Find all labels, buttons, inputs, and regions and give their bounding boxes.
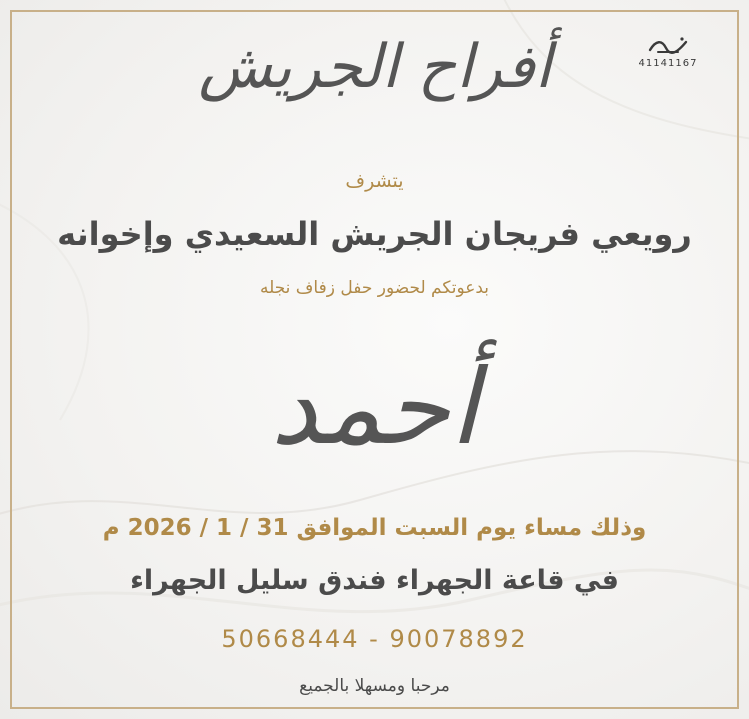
welcome-text: مرحبا ومسهلا بالجميع: [299, 676, 450, 696]
event-venue: في قاعة الجهراء فندق سليل الجهراء: [130, 565, 619, 596]
honor-text: يتشرف: [345, 170, 404, 192]
contact-phones: 50668444 - 90078892: [221, 625, 528, 653]
brand-block: [628, 36, 708, 69]
headline-calligraphy: أفراح الجريش: [198, 32, 552, 102]
event-date: وذلك مساء يوم السبت الموافق 31 / 1 / 2026 م: [102, 515, 647, 541]
brand-logo-icon: [646, 36, 690, 56]
host-name: رويعي فريجان الجريش السعيدي وإخوانه: [57, 215, 692, 253]
invitation-text: بدعوتكم لحضور حفل زفاف نجله: [259, 278, 490, 298]
groom-name-calligraphy: أحمد: [270, 346, 479, 468]
brand-number: 41141167: [638, 58, 698, 69]
